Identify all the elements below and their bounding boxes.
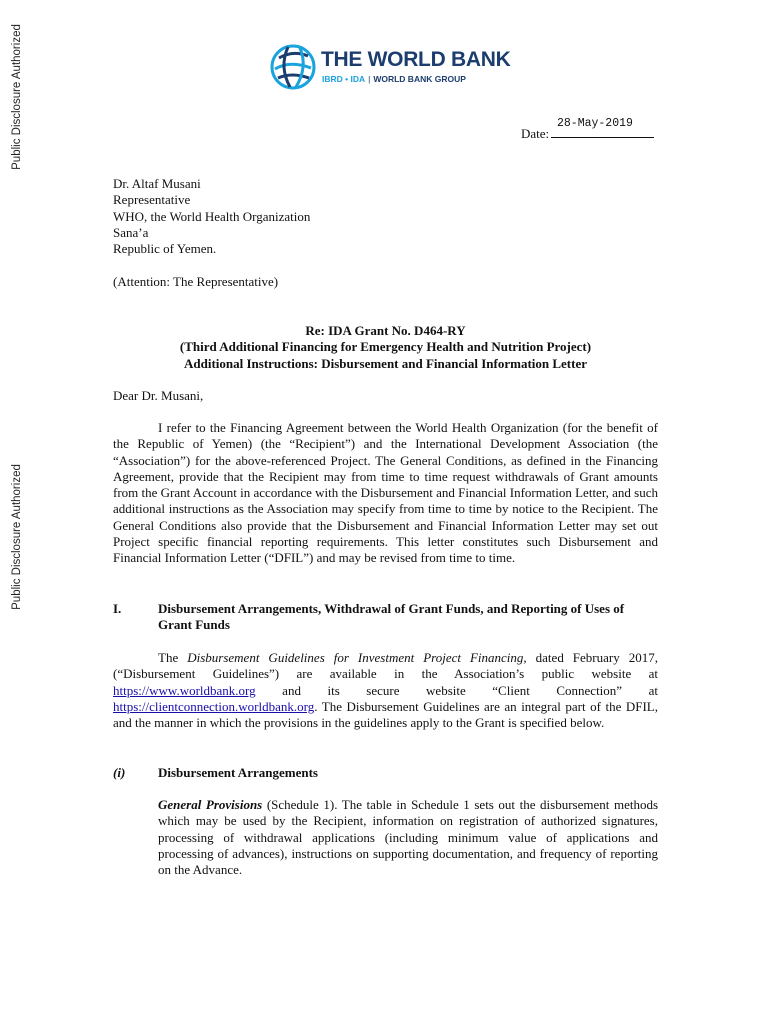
salutation: Dear Dr. Musani, [113, 388, 204, 403]
address-line: Sana’a [113, 224, 149, 240]
subsection-title: Disbursement Arrangements [158, 765, 318, 780]
attention-line: (Attention: The Representative) [113, 274, 279, 289]
date-underline [551, 125, 654, 138]
logo-title: THE WORLD BANK [321, 48, 511, 71]
subsection-number: (i) [113, 765, 126, 780]
globe-icon [270, 44, 316, 90]
intro-paragraph: I refer to the Financing Agreement between the World Health Organization (for the benefit of the Republic of Yemen) (the “Recipient”) and the International Development Association (the “Association”) for the above-referenced Project. The General Conditions, as defined in the Financing Agreement, provide that the Recipient may from time to time request withdrawals of Grant amounts from the Grant Account in accordance with the Disbursement and Financial Information Letter, and such additional instructions as the Association may specify from time to time by notice to the Recipient. The General Conditions also provide that the Disbursement and Financial Information Letter may set out Project specific financial reporting requirements. This letter constitutes such Disbursement and Financial Information Letter (“DFIL”) and may be revised from time to time. [113, 420, 658, 566]
date-label: Date: [521, 126, 550, 141]
section-number: I. [113, 601, 122, 616]
general-provisions-heading: General Provisions [158, 797, 263, 812]
section-1-heading [113, 601, 658, 634]
world-bank-logo [270, 44, 510, 96]
subject-line-3: Additional Instructions: Disbursement and Financial Information Letter [183, 355, 588, 371]
section-title: Disbursement Arrangements, Withdrawal of Grant Funds, and Reporting of Uses of Grant Funds [158, 601, 625, 633]
date-row [521, 125, 654, 142]
worldbank-link[interactable]: https://www.worldbank.org [113, 682, 256, 698]
recipient-address [113, 176, 658, 257]
client-connection-link[interactable]: https://clientconnection.worldbank.org [113, 698, 315, 714]
address-line: WHO, the World Health Organization [113, 208, 311, 224]
address-line: Republic of Yemen. [113, 241, 217, 257]
address-line: Dr. Altaf Musani [113, 176, 201, 191]
subsection-i-heading [113, 765, 658, 781]
subject-line-1: Re: IDA Grant No. D464-RY [305, 323, 466, 338]
subject-line-2: (Third Additional Financing for Emergency Health and Nutrition Project) [179, 339, 592, 355]
guidelines-paragraph: The Disbursement Guidelines for Investment Project Financing, dated February 2017, (“Disbursement Guidelines”) are available in the Association’s public website at https://www.worldbank.org and its secure website “Client Connection” at https://clientconnection.worldbank.org. The Disbursement Guidelines are an integral part of the DFIL, and the manner in which the provisions in the guidelines apply to the Grant is specified below. [113, 650, 658, 731]
general-provisions-paragraph: General Provisions (Schedule 1). The table in Schedule 1 sets out the disbursement methods which may be used by the Recipient, information on registration of authorized signatures, processing of withdrawal applications (including minimum value of applications and processing of advances), instructions on supporting documentation, and frequency of reporting on the Advance. [158, 797, 659, 878]
guidelines-title: Disbursement Guidelines for Investment Project Financing, [187, 650, 527, 665]
address-line: Representative [113, 192, 191, 208]
subject-block [113, 323, 658, 372]
date-value: 28-May-2019 [557, 117, 633, 130]
logo-subtitle: IBRD • IDA | WORLD BANK GROUP [322, 74, 466, 84]
